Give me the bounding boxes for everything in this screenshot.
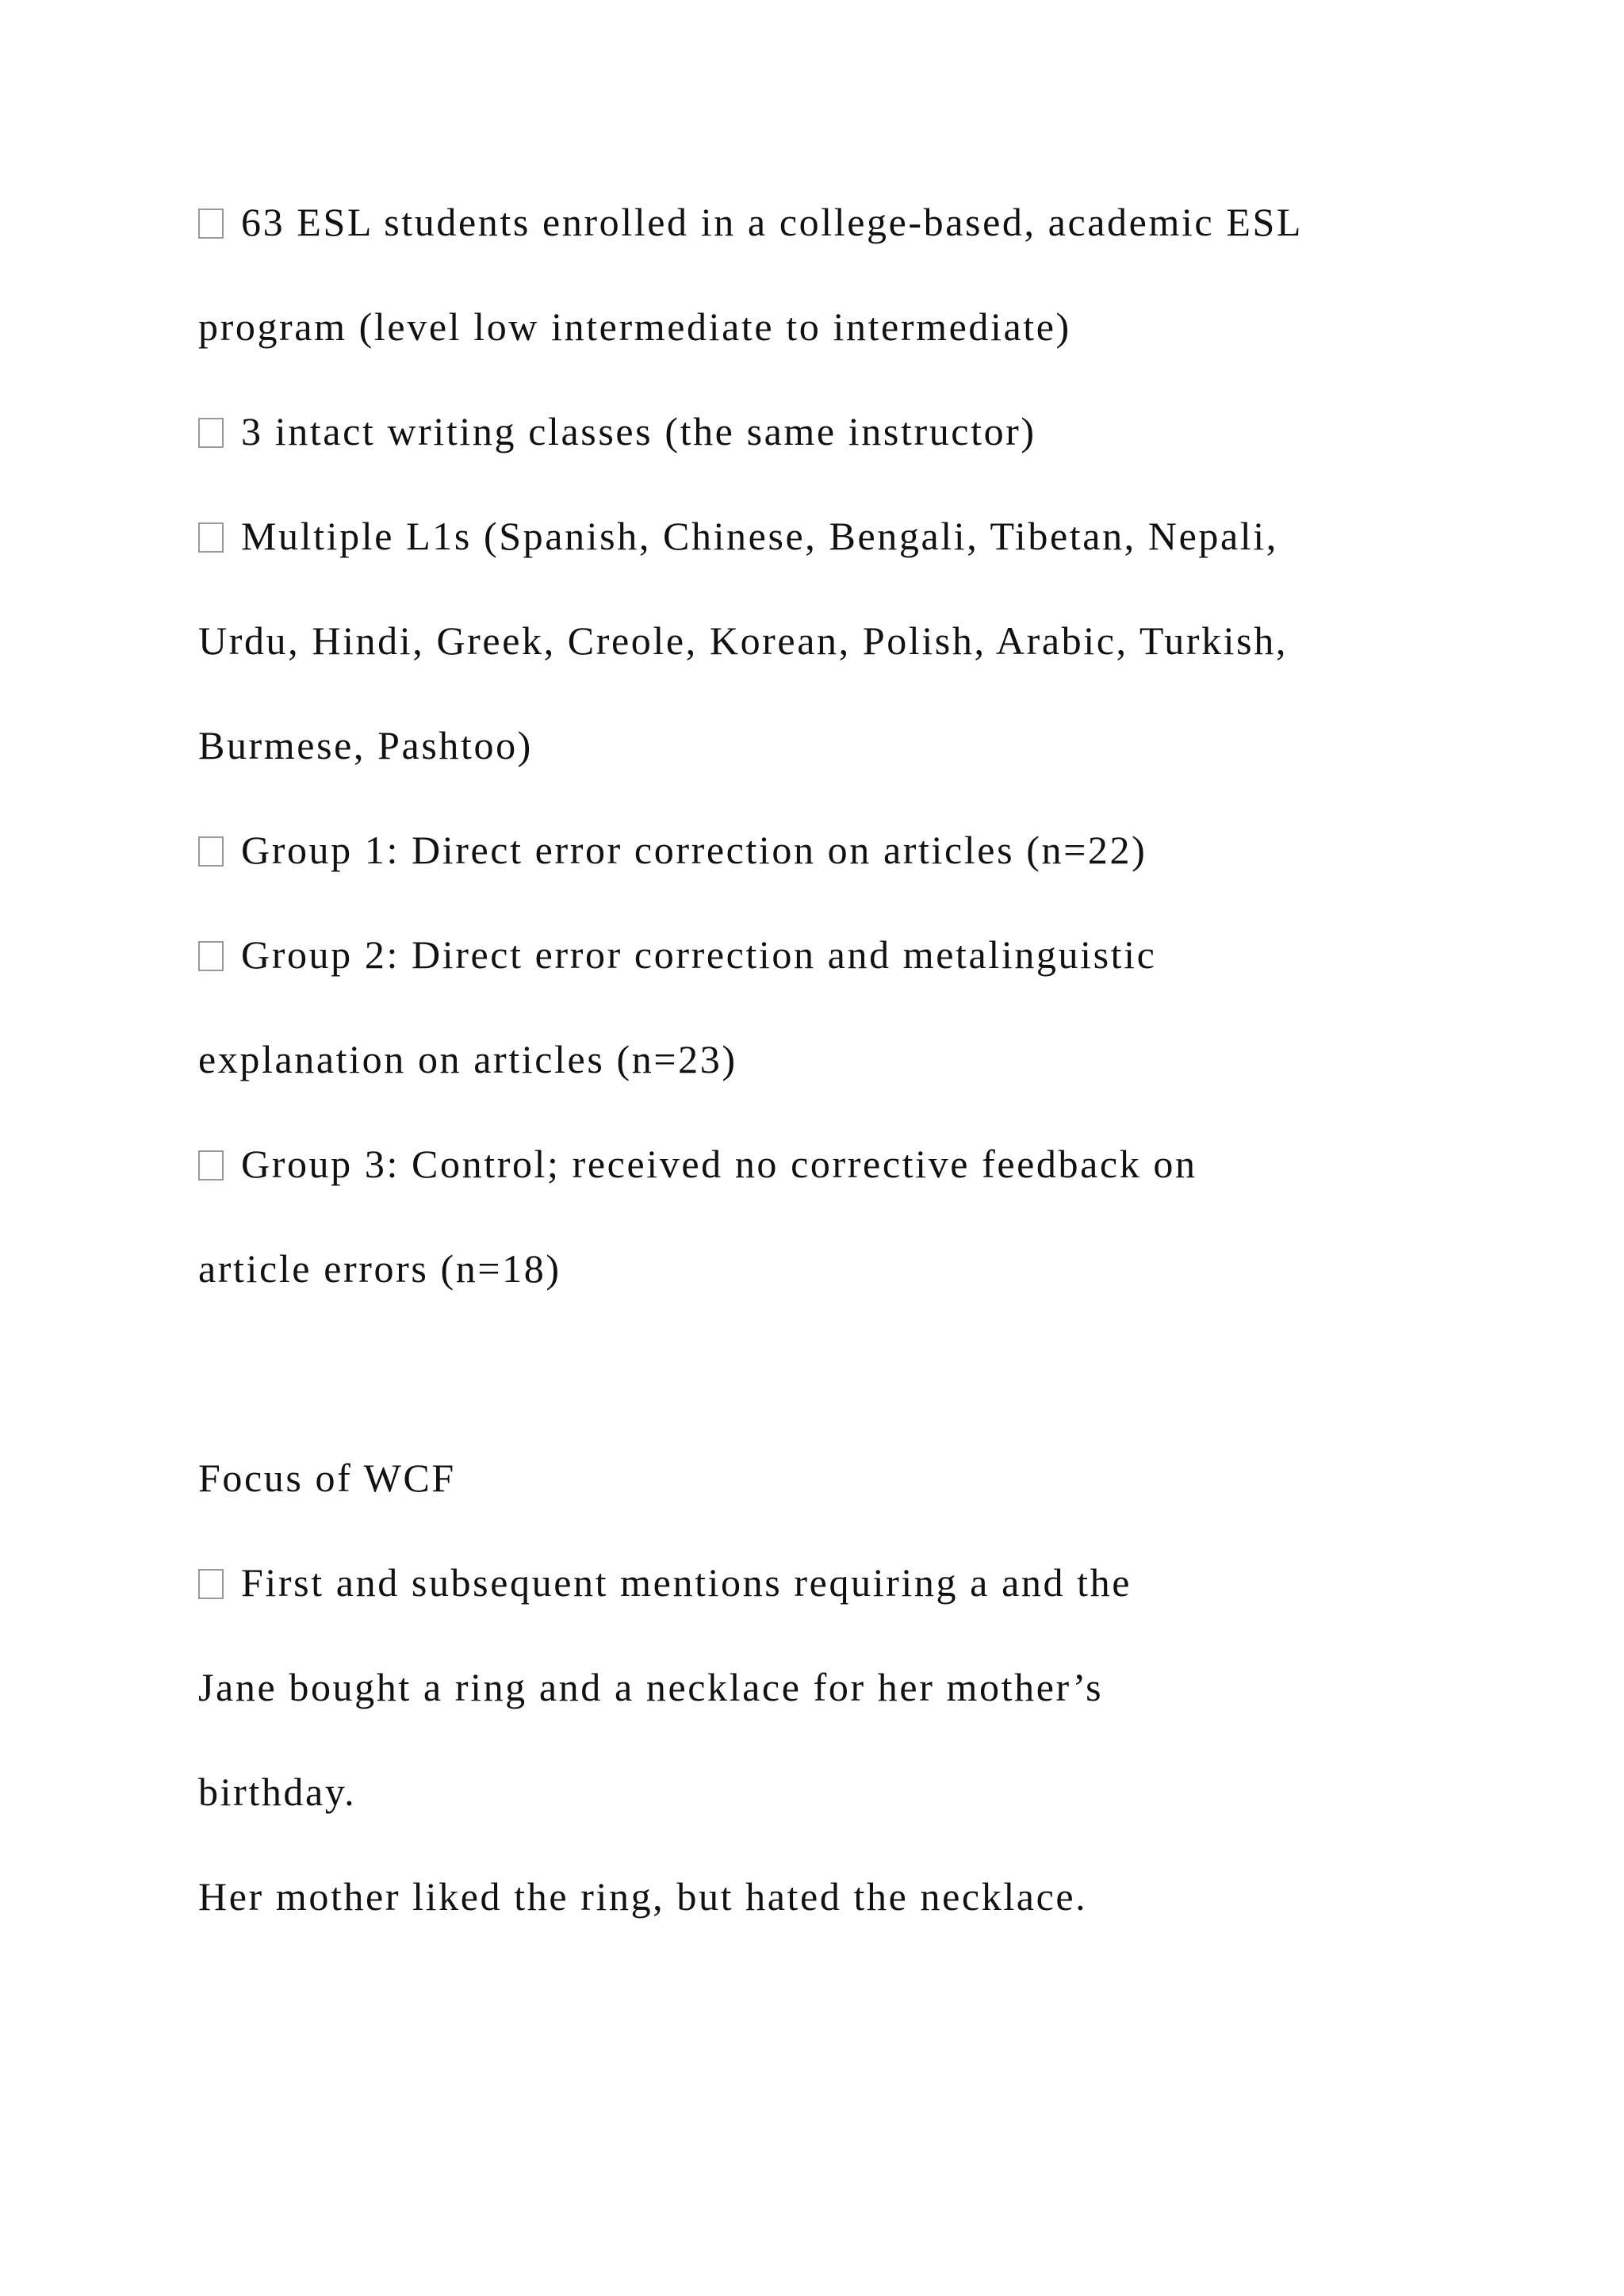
continuation-line: Burmese, Pashtoo) — [198, 723, 533, 767]
bullet-item — [198, 830, 1147, 870]
example-sentence: birthday. — [198, 1770, 357, 1814]
example-sentence: Jane bought a ring and a necklace for her mother’s — [198, 1665, 1104, 1709]
missing-glyph-bullet-icon — [198, 418, 224, 448]
bullet-item — [198, 1560, 1132, 1605]
missing-glyph-bullet-icon — [198, 1569, 224, 1599]
missing-glyph-bullet-icon — [198, 836, 224, 867]
bullet-text: 3 intact writing classes (the same instructor) — [241, 409, 1036, 453]
missing-glyph-bullet-icon — [198, 1150, 224, 1181]
bullet-item — [198, 932, 1157, 977]
example-sentence: Her mother liked the ring, but hated the necklace. — [198, 1874, 1088, 1919]
bullet-item — [198, 202, 1303, 242]
bullet-text: Group 1: Direct error correction on articles (n=22) — [241, 828, 1147, 872]
section-heading: Focus of WCF — [198, 1456, 456, 1500]
bullet-text: Multiple L1s (Spanish, Chinese, Bengali, Tibetan, Nepali, — [241, 514, 1278, 558]
continuation-line: article errors (n=18) — [198, 1246, 561, 1291]
bullet-item — [198, 516, 1278, 556]
missing-glyph-bullet-icon — [198, 209, 224, 239]
continuation-line: Urdu, Hindi, Greek, Creole, Korean, Polish, Arabic, Turkish, — [198, 618, 1288, 663]
bullet-text: 63 ESL students enrolled in a college-based, academic ESL — [241, 200, 1304, 244]
missing-glyph-bullet-icon — [198, 522, 224, 553]
bullet-item — [198, 411, 1036, 451]
continuation-line: program (level low intermediate to intermediate) — [198, 304, 1071, 349]
bullet-text: First and subsequent mentions requiring a and the — [241, 1560, 1132, 1605]
bullet-text: Group 3: Control; received no corrective feedback on — [241, 1142, 1197, 1186]
missing-glyph-bullet-icon — [198, 941, 224, 971]
bullet-text: Group 2: Direct error correction and metalinguistic — [241, 932, 1157, 977]
continuation-line: explanation on articles (n=23) — [198, 1037, 737, 1081]
bullet-item — [198, 1144, 1197, 1184]
